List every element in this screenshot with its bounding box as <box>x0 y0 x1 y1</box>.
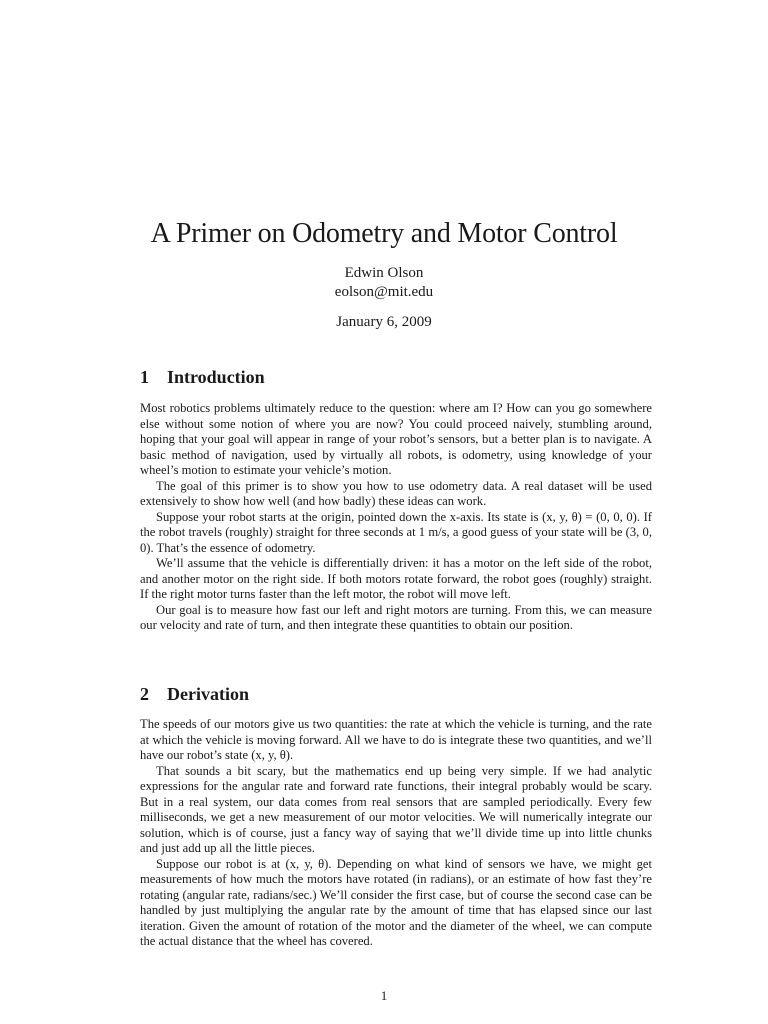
page-number: 1 <box>380 989 388 1003</box>
author-email: eolson@mit.edu <box>334 284 434 300</box>
section-number: 2 <box>140 684 149 704</box>
section-number: 1 <box>140 367 149 387</box>
paragraph: The goal of this primer is to show you how to use odometry data. A real dataset will be used extensively to show how well (and how badly) these ideas can work. <box>140 478 652 508</box>
section-title: Introduction <box>167 367 265 387</box>
paper-title: A Primer on Odometry and Motor Control <box>150 218 618 249</box>
author-name: Edwin Olson <box>344 265 424 281</box>
paragraph: We’ll assume that the vehicle is differentially driven: it has a motor on the left side of the robot, and another motor on the right side. If both motors rotate forward, the robot goes (roughly) straight. If the right motor turns faster than the left motor, the robot will move left. <box>140 556 652 601</box>
section-title: Derivation <box>167 684 249 704</box>
section-heading-derivation <box>140 684 249 705</box>
paragraph: Suppose your robot starts at the origin, pointed down the x-axis. Its state is (x, y, θ) = (0, 0, 0). If the robot travels (roughly) straight for three seconds at 1 m/s, a good guess of your state will be (3, 0, 0). That’s the essence of odometry. <box>140 509 652 555</box>
paragraph: That sounds a bit scary, but the mathematics end up being very simple. If we had analytic expressions for the angular rate and forward rate functions, their integral probably would be scary. But in a real system, our data comes from real sensors that are sampled periodically. Every few milliseconds, we get a new measurement of our motor velocities. We will numerically integrate our solution, which is of course, just a fancy way of saying that we’ll divide time up into little chunks and just add up all the little pieces. <box>140 763 652 855</box>
paragraph: The speeds of our motors give us two quantities: the rate at which the vehicle is turning, and the rate at which the vehicle is moving forward. All we have to do is integrate these two quantities, and we’ll have our robot’s state (x, y, θ). <box>140 717 652 762</box>
paper-date: January 6, 2009 <box>336 314 432 330</box>
section-heading-introduction <box>140 367 265 388</box>
introduction-body <box>140 401 652 634</box>
derivation-body <box>140 717 652 950</box>
paragraph: Suppose our robot is at (x, y, θ). Depending on what kind of sensors we have, we might get measurements of how much the motors have rotated (in radians), or an estimate of how fast they’re rotating (angular rate, radians/sec.) We’ll consider the first case, but of course the second case can be handled by just multiplying the angular rate by the amount of time that has elapsed since our last iteration. Given the amount of rotation of the motor and the diameter of the wheel, we can compute the actual distance that the wheel has covered. <box>140 856 652 948</box>
paragraph: Most robotics problems ultimately reduce to the question: where am I? How can you go somewhere else without some notion of where you are now? You could proceed naively, stumbling around, hoping that your goal will appear in range of your robot’s sensors, but a better plan is to navigate. A basic method of navigation, used by virtually all robots, is odometry, using knowledge of your wheel’s motion to estimate your vehicle’s motion. <box>140 401 652 477</box>
paragraph: Our goal is to measure how fast our left and right motors are turning. From this, we can measure our velocity and rate of turn, and then integrate these quantities to obtain our position. <box>140 602 652 632</box>
